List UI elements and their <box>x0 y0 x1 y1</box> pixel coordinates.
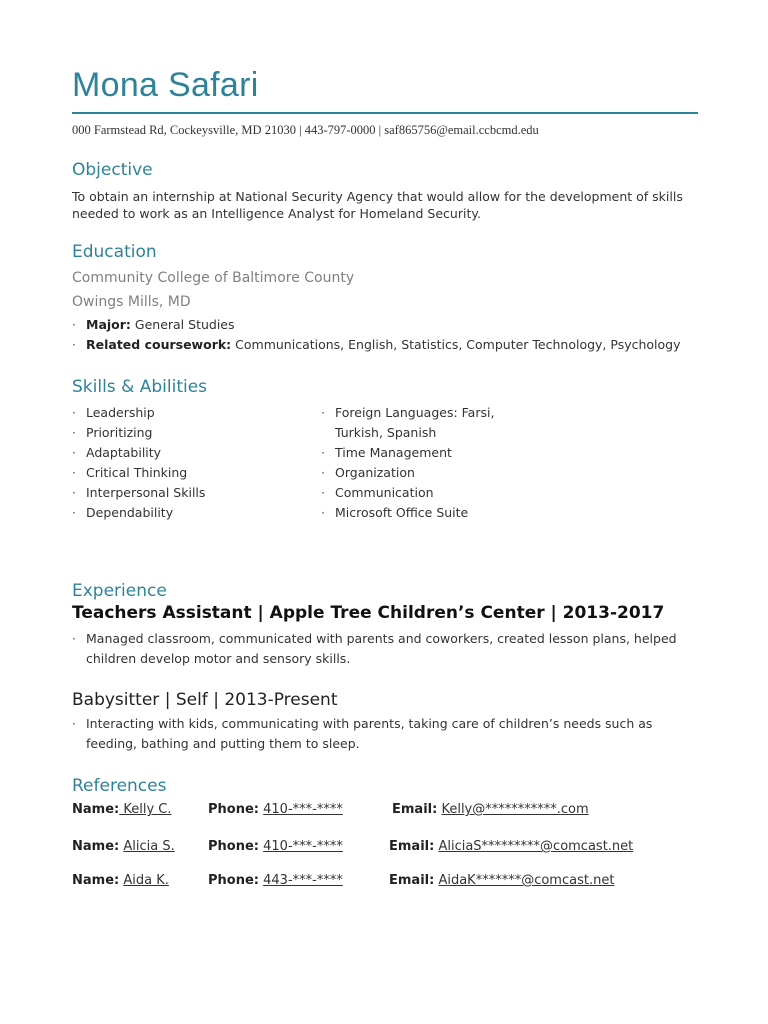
job-description: · Interacting with kids, communicating with parents, taking care of children’s needs such as feeding, bathing and putting them to sleep. <box>72 714 702 754</box>
objective-text: To obtain an internship at National Security Agency that would allow for the development of skills needed to work as an Intelligence Analyst for Homeland Security. <box>72 189 683 221</box>
name-label: Name: <box>72 839 120 854</box>
email-label: Email: <box>392 802 438 817</box>
reference-phone: 410-***-**** <box>263 839 343 854</box>
reference-name: Kelly C. <box>119 802 172 817</box>
major-label: Major: <box>86 317 131 332</box>
job-description: · Managed classroom, communicated with parents and coworkers, created lesson plans, helped children develop motor and sensory skills. <box>72 629 702 669</box>
reference-name: Aida K. <box>123 873 169 888</box>
reference-phone: 410-***-**** <box>263 802 343 817</box>
school-name: Community College of Baltimore County <box>72 270 355 286</box>
reference-email: AidaK*******@comcast.net <box>438 873 615 888</box>
name-label: Name: <box>72 802 120 817</box>
skill-item: · Communication <box>321 483 511 503</box>
list-item <box>72 315 712 335</box>
reference-email: Kelly@***********.com <box>441 802 589 817</box>
skill-item: · Prioritizing <box>72 423 302 443</box>
skill-item: · Dependability <box>72 503 302 523</box>
skills-right-list <box>321 403 511 523</box>
name-label: Name: <box>72 873 120 888</box>
experience-heading: Experience <box>72 581 167 601</box>
references-heading: References <box>72 776 167 796</box>
phone-label: Phone: <box>208 873 259 888</box>
coursework-value: Communications, English, Statistics, Computer Technology, Psychology <box>231 337 681 352</box>
phone-label: Phone: <box>208 802 259 817</box>
reference-email: AliciaS*********@comcast.net <box>438 839 634 854</box>
skill-item: · Foreign Languages: Farsi, Turkish, Spanish <box>321 403 511 443</box>
objective-heading: Objective <box>72 160 153 180</box>
email-label: Email: <box>389 873 435 888</box>
skill-item: · Interpersonal Skills <box>72 483 302 503</box>
skill-item: · Microsoft Office Suite <box>321 503 511 523</box>
contact-line: 000 Farmstead Rd, Cockeysville, MD 21030 | 443-797-0000 | saf865756@email.ccbcmd.edu <box>72 123 539 137</box>
skills-heading: Skills & Abilities <box>72 377 208 397</box>
skill-item: · Organization <box>321 463 511 483</box>
reference-phone: 443-***-**** <box>263 873 343 888</box>
school-location: Owings Mills, MD <box>72 294 191 310</box>
skill-item: · Adaptability <box>72 443 302 463</box>
candidate-name: Mona Safari <box>72 66 259 104</box>
education-details <box>72 315 712 355</box>
job-title: Babysitter | Self | 2013-Present <box>72 690 338 710</box>
list-item <box>72 335 712 355</box>
skill-item: · Leadership <box>72 403 302 423</box>
email-label: Email: <box>389 839 435 854</box>
skills-left-list <box>72 403 302 523</box>
header-rule <box>72 112 698 114</box>
job-description-list <box>72 629 702 669</box>
reference-name: Alicia S. <box>123 839 175 854</box>
education-heading: Education <box>72 242 157 262</box>
skill-item: · Time Management <box>321 443 511 463</box>
major-value: General Studies <box>130 317 235 332</box>
job-description-list <box>72 714 702 754</box>
job-title: Teachers Assistant | Apple Tree Children’s Center | 2013-2017 <box>72 603 665 623</box>
phone-label: Phone: <box>208 839 259 854</box>
skill-item: · Critical Thinking <box>72 463 302 483</box>
coursework-label: Related coursework: <box>86 337 232 352</box>
